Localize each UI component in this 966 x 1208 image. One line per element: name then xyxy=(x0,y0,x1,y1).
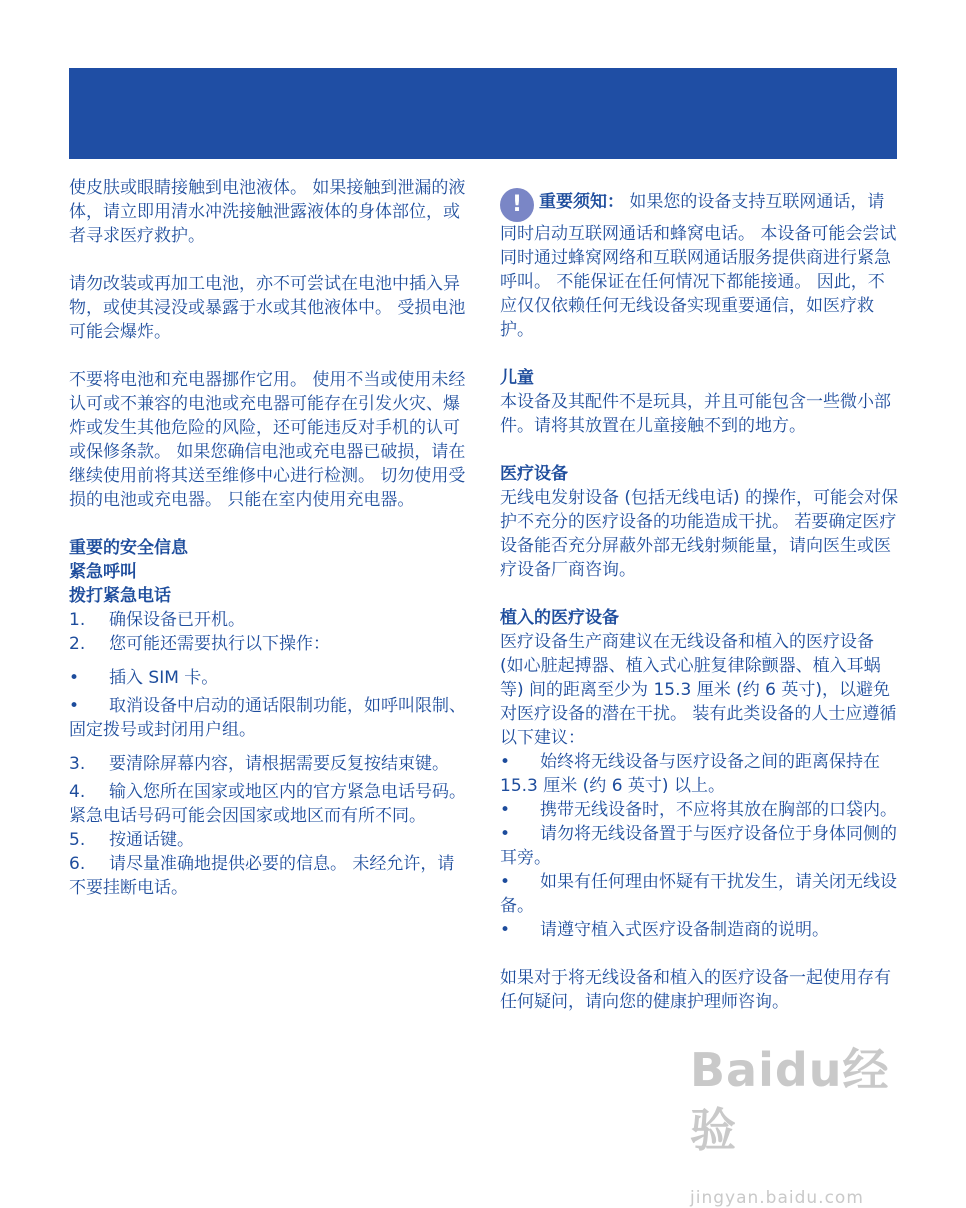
battery-fluid-paragraph: 使皮肤或眼睛接触到电池液体。 如果接触到泄漏的液体，请立即用清水冲洗接触泄露液体的身体部位，或者寻求医疗救护。 xyxy=(69,178,466,246)
heading-children: 儿童 xyxy=(500,368,534,388)
step-number: 6. xyxy=(69,854,86,874)
bullet-text: 请勿将无线设备置于与医疗设备位于身体同侧的耳旁。 xyxy=(500,824,897,868)
step-text: 确保设备已开机。 xyxy=(109,610,245,630)
bullet-icon: • xyxy=(500,920,511,940)
step-text: 输入您所在国家或地区内的官方紧急电话号码。 紧急电话号码可能会因国家或地区而有所不同。 xyxy=(69,782,466,826)
step-text: 要清除屏幕内容，请根据需要反复按结束键。 xyxy=(109,754,449,774)
heading-safety-info: 重要的安全信息 xyxy=(69,538,188,558)
list-item xyxy=(500,870,900,918)
list-item xyxy=(500,750,900,798)
step-number: 4. xyxy=(69,782,86,802)
bullet-text: 携带无线设备时，不应将其放在胸部的口袋内。 xyxy=(540,800,897,820)
notice-label: 重要须知： xyxy=(539,192,624,212)
implant-paragraph: 医疗设备生产商建议在无线设备和植入的医疗设备 (如心脏起搏器、植入式心脏复律除颤器、植入耳蜗等) 间的距离至少为 15.3 厘米 (约 6 英寸)，以避免对医疗设备的潜在干扰。 装有此类设备的人士应遵循以下建议： xyxy=(500,632,897,748)
step-text: 按通话键。 xyxy=(109,830,194,850)
list-item xyxy=(500,822,900,870)
list-item xyxy=(69,608,469,632)
left-column xyxy=(69,176,469,900)
battery-modify-paragraph: 请勿改装或再加工电池，亦不可尝试在电池中插入异物，或使其浸没或暴露于水或其他液体中。 受损电池可能会爆炸。 xyxy=(69,274,466,342)
closing-paragraph: 如果对于将无线设备和植入的医疗设备一起使用存有任何疑问，请向您的健康护理师咨询。 xyxy=(500,968,891,1012)
list-item xyxy=(69,828,469,852)
list-item xyxy=(69,752,469,776)
bullet-icon: • xyxy=(500,752,511,772)
important-notice xyxy=(500,188,900,342)
bullet-text: 请遵守植入式医疗设备制造商的说明。 xyxy=(540,920,829,940)
list-item xyxy=(69,780,469,828)
list-item xyxy=(69,666,469,690)
bullet-icon: • xyxy=(500,872,511,892)
notice-text: 如果您的设备支持互联网通话，请同时启动互联网通话和蜂窝电话。 本设备可能会尝试同时通过蜂窝网络和互联网通话服务提供商进行紧急呼叫。 不能保证在任何情况下都能接通。 因此，不应仅仅依赖任何无线设备实现重要通信，如医疗救护。 xyxy=(500,192,897,340)
step-number: 1. xyxy=(69,610,86,630)
medical-paragraph: 无线电发射设备 (包括无线电话) 的操作，可能会对保护不充分的医疗设备的功能造成干扰。 若要确定医疗设备能否充分屏蔽外部无线射频能量，请向医生或医疗设备厂商咨询。 xyxy=(500,488,899,580)
list-item xyxy=(500,798,900,822)
bullet-icon: • xyxy=(69,668,80,688)
step-number: 3. xyxy=(69,754,86,774)
bullet-text: 始终将无线设备与医疗设备之间的距离保持在 15.3 厘米 (约 6 英寸) 以上。 xyxy=(500,752,880,796)
list-item xyxy=(69,852,469,900)
bullet-text: 如果有任何理由怀疑有干扰发生，请关闭无线设备。 xyxy=(500,872,897,916)
heading-emergency-calls: 紧急呼叫 xyxy=(69,562,137,582)
children-paragraph: 本设备及其配件不是玩具，并且可能包含一些微小部件。请将其放置在儿童接触不到的地方。 xyxy=(500,392,891,436)
bullet-text: 取消设备中启动的通话限制功能，如呼叫限制、固定拨号或封闭用户组。 xyxy=(69,696,466,740)
exclamation-icon: ! xyxy=(500,188,534,222)
heading-implanted-devices: 植入的医疗设备 xyxy=(500,608,619,628)
step-text: 请尽量准确地提供必要的信息。 未经允许，请不要挂断电话。 xyxy=(69,854,455,898)
list-item xyxy=(500,918,900,942)
heading-medical-devices: 医疗设备 xyxy=(500,464,568,484)
watermark-url: jingyan.baidu.com xyxy=(690,1188,864,1208)
baidu-watermark xyxy=(690,1040,930,1208)
battery-usage-paragraph: 不要将电池和充电器挪作它用。 使用不当或使用未经认可或不兼容的电池或充电器可能存在引发火灾、爆炸或发生其他危险的风险，还可能违反对手机的认可或保修条款。 如果您确信电池或充电器已破损，请在继续使用前将其送至维修中心进行检测。 切勿使用受损的电池或充电器。 只能在室内使用充电器。 xyxy=(69,370,466,510)
header-banner xyxy=(69,68,897,159)
bullet-icon: • xyxy=(69,696,80,716)
step-text: 您可能还需要执行以下操作： xyxy=(109,634,330,654)
list-item xyxy=(69,632,469,656)
heading-make-emergency-call: 拨打紧急电话 xyxy=(69,586,171,606)
step-number: 5. xyxy=(69,830,86,850)
list-item xyxy=(69,694,469,742)
step-number: 2. xyxy=(69,634,86,654)
watermark-logo: Baidu经验 xyxy=(690,1043,890,1157)
right-column xyxy=(500,176,900,1014)
bullet-text: 插入 SIM 卡。 xyxy=(109,668,219,688)
bullet-icon: • xyxy=(500,800,511,820)
bullet-icon: • xyxy=(500,824,511,844)
